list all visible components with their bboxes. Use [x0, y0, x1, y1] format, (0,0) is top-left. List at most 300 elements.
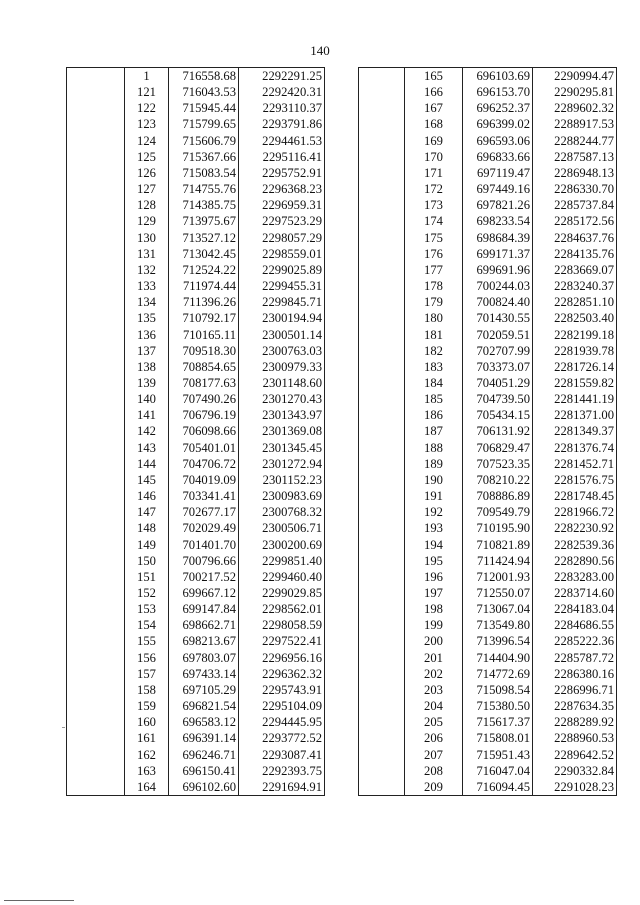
y-coordinate-cell: 2286948.13: [533, 165, 617, 181]
x-coordinate-cell: 698662.71: [169, 617, 239, 633]
x-coordinate-cell: 700824.40: [463, 294, 533, 310]
table-row: [67, 763, 325, 779]
table-row: [359, 423, 617, 439]
x-coordinate-cell: 704019.09: [169, 472, 239, 488]
table-row: [359, 116, 617, 132]
table-row: [359, 213, 617, 229]
blank-cell: [359, 747, 405, 763]
table-row: [359, 294, 617, 310]
table-row: [359, 440, 617, 456]
blank-cell: [359, 197, 405, 213]
blank-cell: [67, 472, 125, 488]
table-row: [359, 666, 617, 682]
x-coordinate-cell: 715951.43: [463, 747, 533, 763]
blank-cell: [359, 585, 405, 601]
x-coordinate-cell: 702059.51: [463, 327, 533, 343]
x-coordinate-cell: 713042.45: [169, 246, 239, 262]
x-coordinate-cell: 714772.69: [463, 666, 533, 682]
table-row: [67, 714, 325, 730]
page-number: 140: [310, 43, 330, 58]
point-number-cell: 125: [125, 149, 169, 165]
blank-cell: [67, 698, 125, 714]
blank-cell: [359, 553, 405, 569]
table-row: [67, 294, 325, 310]
y-coordinate-cell: 2283714.60: [533, 585, 617, 601]
x-coordinate-cell: 696153.70: [463, 84, 533, 100]
y-coordinate-cell: 2299455.31: [239, 278, 325, 294]
blank-cell: [359, 343, 405, 359]
y-coordinate-cell: 2287587.13: [533, 149, 617, 165]
y-coordinate-cell: 2281726.14: [533, 359, 617, 375]
blank-cell: [359, 278, 405, 294]
y-coordinate-cell: 2290295.81: [533, 84, 617, 100]
point-number-cell: 158: [125, 682, 169, 698]
point-number-cell: 206: [405, 730, 463, 746]
scan-artifact: [62, 727, 65, 728]
blank-cell: [359, 262, 405, 278]
y-coordinate-cell: 2288289.92: [533, 714, 617, 730]
blank-cell: [67, 553, 125, 569]
point-number-cell: 151: [125, 569, 169, 585]
x-coordinate-cell: 716047.04: [463, 763, 533, 779]
y-coordinate-cell: 2301270.43: [239, 391, 325, 407]
point-number-cell: 150: [125, 553, 169, 569]
table-row: [67, 585, 325, 601]
blank-cell: [359, 763, 405, 779]
coordinate-table-right: [358, 67, 617, 796]
table-row: [359, 359, 617, 375]
blank-cell: [67, 165, 125, 181]
y-coordinate-cell: 2293772.52: [239, 730, 325, 746]
table-row: [359, 278, 617, 294]
y-coordinate-cell: 2296368.23: [239, 181, 325, 197]
point-number-cell: 154: [125, 617, 169, 633]
point-number-cell: 186: [405, 407, 463, 423]
y-coordinate-cell: 2285787.72: [533, 650, 617, 666]
table-row: [67, 488, 325, 504]
point-number-cell: 130: [125, 230, 169, 246]
y-coordinate-cell: 2288917.53: [533, 116, 617, 132]
blank-cell: [359, 149, 405, 165]
x-coordinate-cell: 700217.52: [169, 569, 239, 585]
y-coordinate-cell: 2290994.47: [533, 68, 617, 85]
x-coordinate-cell: 702707.99: [463, 343, 533, 359]
point-number-cell: 161: [125, 730, 169, 746]
blank-cell: [67, 391, 125, 407]
y-coordinate-cell: 2281939.78: [533, 343, 617, 359]
x-coordinate-cell: 711396.26: [169, 294, 239, 310]
y-coordinate-cell: 2286380.16: [533, 666, 617, 682]
x-coordinate-cell: 696391.14: [169, 730, 239, 746]
x-coordinate-cell: 708886.89: [463, 488, 533, 504]
x-coordinate-cell: 696252.37: [463, 100, 533, 116]
point-number-cell: 178: [405, 278, 463, 294]
y-coordinate-cell: 2294445.95: [239, 714, 325, 730]
table-row: [67, 440, 325, 456]
point-number-cell: 140: [125, 391, 169, 407]
x-coordinate-cell: 697105.29: [169, 682, 239, 698]
table-row: [359, 84, 617, 100]
x-coordinate-cell: 704706.72: [169, 456, 239, 472]
point-number-cell: 193: [405, 520, 463, 536]
point-number-cell: 159: [125, 698, 169, 714]
point-number-cell: 128: [125, 197, 169, 213]
table-row: [67, 213, 325, 229]
blank-cell: [67, 310, 125, 326]
table-row: [67, 310, 325, 326]
y-coordinate-cell: 2300506.71: [239, 520, 325, 536]
blank-cell: [67, 230, 125, 246]
point-number-cell: 201: [405, 650, 463, 666]
table-row: [67, 666, 325, 682]
x-coordinate-cell: 712524.22: [169, 262, 239, 278]
y-coordinate-cell: 2286330.70: [533, 181, 617, 197]
x-coordinate-cell: 713996.54: [463, 633, 533, 649]
blank-cell: [67, 423, 125, 439]
point-number-cell: 144: [125, 456, 169, 472]
x-coordinate-cell: 714755.76: [169, 181, 239, 197]
blank-cell: [359, 116, 405, 132]
blank-cell: [359, 213, 405, 229]
x-coordinate-cell: 700244.03: [463, 278, 533, 294]
table-row: [67, 569, 325, 585]
y-coordinate-cell: 2293791.86: [239, 116, 325, 132]
point-number-cell: 175: [405, 230, 463, 246]
point-number-cell: 123: [125, 116, 169, 132]
table-row: [67, 747, 325, 763]
x-coordinate-cell: 710195.90: [463, 520, 533, 536]
y-coordinate-cell: 2298562.01: [239, 601, 325, 617]
y-coordinate-cell: 2282851.10: [533, 294, 617, 310]
blank-cell: [359, 472, 405, 488]
x-coordinate-cell: 707490.26: [169, 391, 239, 407]
blank-cell: [67, 246, 125, 262]
point-number-cell: 145: [125, 472, 169, 488]
point-number-cell: 1: [125, 68, 169, 85]
table-row: [67, 262, 325, 278]
table-row: [359, 633, 617, 649]
table-row: [359, 569, 617, 585]
x-coordinate-cell: 697821.26: [463, 197, 533, 213]
blank-cell: [359, 359, 405, 375]
x-coordinate-cell: 700796.66: [169, 553, 239, 569]
x-coordinate-cell: 715799.65: [169, 116, 239, 132]
blank-cell: [359, 537, 405, 553]
table-row: [67, 68, 325, 85]
y-coordinate-cell: 2295116.41: [239, 149, 325, 165]
y-coordinate-cell: 2288960.53: [533, 730, 617, 746]
y-coordinate-cell: 2300200.69: [239, 537, 325, 553]
y-coordinate-cell: 2300979.33: [239, 359, 325, 375]
table-row: [359, 537, 617, 553]
point-number-cell: 142: [125, 423, 169, 439]
x-coordinate-cell: 712001.93: [463, 569, 533, 585]
blank-cell: [67, 100, 125, 116]
y-coordinate-cell: 2291694.91: [239, 779, 325, 796]
point-number-cell: 177: [405, 262, 463, 278]
blank-cell: [67, 213, 125, 229]
y-coordinate-cell: 2281748.45: [533, 488, 617, 504]
x-coordinate-cell: 701430.55: [463, 310, 533, 326]
point-number-cell: 137: [125, 343, 169, 359]
table-row: [67, 553, 325, 569]
blank-cell: [67, 343, 125, 359]
table-row: [67, 359, 325, 375]
table-row: [359, 553, 617, 569]
y-coordinate-cell: 2294461.53: [239, 133, 325, 149]
table-row: [67, 230, 325, 246]
blank-cell: [67, 84, 125, 100]
y-coordinate-cell: 2287634.35: [533, 698, 617, 714]
point-number-cell: 165: [405, 68, 463, 85]
x-coordinate-cell: 699667.12: [169, 585, 239, 601]
point-number-cell: 198: [405, 601, 463, 617]
y-coordinate-cell: 2290332.84: [533, 763, 617, 779]
y-coordinate-cell: 2298057.29: [239, 230, 325, 246]
y-coordinate-cell: 2292291.25: [239, 68, 325, 85]
x-coordinate-cell: 714385.75: [169, 197, 239, 213]
y-coordinate-cell: 2297523.29: [239, 213, 325, 229]
x-coordinate-cell: 716043.53: [169, 84, 239, 100]
table-row: [67, 149, 325, 165]
y-coordinate-cell: 2297522.41: [239, 633, 325, 649]
y-coordinate-cell: 2281576.75: [533, 472, 617, 488]
y-coordinate-cell: 2295743.91: [239, 682, 325, 698]
x-coordinate-cell: 715098.54: [463, 682, 533, 698]
y-coordinate-cell: 2281349.37: [533, 423, 617, 439]
x-coordinate-cell: 701401.70: [169, 537, 239, 553]
blank-cell: [359, 456, 405, 472]
point-number-cell: 127: [125, 181, 169, 197]
table-row: [67, 617, 325, 633]
point-number-cell: 143: [125, 440, 169, 456]
y-coordinate-cell: 2301343.97: [239, 407, 325, 423]
y-coordinate-cell: 2283669.07: [533, 262, 617, 278]
x-coordinate-cell: 712550.07: [463, 585, 533, 601]
point-number-cell: 194: [405, 537, 463, 553]
y-coordinate-cell: 2281441.19: [533, 391, 617, 407]
x-coordinate-cell: 698684.39: [463, 230, 533, 246]
table-row: [359, 181, 617, 197]
blank-cell: [67, 456, 125, 472]
x-coordinate-cell: 698213.67: [169, 633, 239, 649]
point-number-cell: 155: [125, 633, 169, 649]
x-coordinate-cell: 696399.02: [463, 116, 533, 132]
x-coordinate-cell: 696833.66: [463, 149, 533, 165]
x-coordinate-cell: 715367.66: [169, 149, 239, 165]
table-row: [359, 310, 617, 326]
table-row: [67, 407, 325, 423]
point-number-cell: 133: [125, 278, 169, 294]
point-number-cell: 181: [405, 327, 463, 343]
blank-cell: [359, 423, 405, 439]
point-number-cell: 160: [125, 714, 169, 730]
table-row: [67, 650, 325, 666]
y-coordinate-cell: 2284637.76: [533, 230, 617, 246]
point-number-cell: 124: [125, 133, 169, 149]
table-row: [359, 68, 617, 85]
blank-cell: [67, 278, 125, 294]
point-number-cell: 168: [405, 116, 463, 132]
blank-cell: [67, 294, 125, 310]
table-row: [359, 391, 617, 407]
blank-cell: [359, 133, 405, 149]
blank-cell: [67, 440, 125, 456]
x-coordinate-cell: 704739.50: [463, 391, 533, 407]
y-coordinate-cell: 2300763.03: [239, 343, 325, 359]
coordinate-table-left: [66, 67, 325, 796]
x-coordinate-cell: 711974.44: [169, 278, 239, 294]
y-coordinate-cell: 2295104.09: [239, 698, 325, 714]
table-row: [359, 617, 617, 633]
y-coordinate-cell: 2282539.36: [533, 537, 617, 553]
y-coordinate-cell: 2301272.94: [239, 456, 325, 472]
point-number-cell: 202: [405, 666, 463, 682]
blank-cell: [67, 585, 125, 601]
point-number-cell: 187: [405, 423, 463, 439]
point-number-cell: 122: [125, 100, 169, 116]
point-number-cell: 196: [405, 569, 463, 585]
point-number-cell: 191: [405, 488, 463, 504]
blank-cell: [67, 682, 125, 698]
table-row: [67, 165, 325, 181]
point-number-cell: 176: [405, 246, 463, 262]
point-number-cell: 163: [125, 763, 169, 779]
blank-cell: [359, 617, 405, 633]
x-coordinate-cell: 715617.37: [463, 714, 533, 730]
table-row: [67, 197, 325, 213]
bottom-rule: [4, 900, 74, 901]
y-coordinate-cell: 2299851.40: [239, 553, 325, 569]
x-coordinate-cell: 714404.90: [463, 650, 533, 666]
table-row: [359, 407, 617, 423]
blank-cell: [67, 149, 125, 165]
y-coordinate-cell: 2285172.56: [533, 213, 617, 229]
y-coordinate-cell: 2285737.84: [533, 197, 617, 213]
table-row: [67, 520, 325, 536]
table-row: [359, 375, 617, 391]
y-coordinate-cell: 2295752.91: [239, 165, 325, 181]
x-coordinate-cell: 710792.17: [169, 310, 239, 326]
y-coordinate-cell: 2300501.14: [239, 327, 325, 343]
table-row: [359, 262, 617, 278]
point-number-cell: 126: [125, 165, 169, 181]
blank-cell: [359, 633, 405, 649]
blank-cell: [67, 116, 125, 132]
point-number-cell: 167: [405, 100, 463, 116]
blank-cell: [359, 165, 405, 181]
y-coordinate-cell: 2282890.56: [533, 553, 617, 569]
point-number-cell: 153: [125, 601, 169, 617]
blank-cell: [359, 682, 405, 698]
table-row: [67, 116, 325, 132]
x-coordinate-cell: 707523.35: [463, 456, 533, 472]
table-row: [359, 246, 617, 262]
x-coordinate-cell: 697119.47: [463, 165, 533, 181]
blank-cell: [67, 197, 125, 213]
blank-cell: [359, 310, 405, 326]
table-row: [359, 149, 617, 165]
y-coordinate-cell: 2301148.60: [239, 375, 325, 391]
blank-cell: [67, 730, 125, 746]
y-coordinate-cell: 2300194.94: [239, 310, 325, 326]
point-number-cell: 129: [125, 213, 169, 229]
x-coordinate-cell: 697803.07: [169, 650, 239, 666]
blank-cell: [359, 569, 405, 585]
x-coordinate-cell: 710165.11: [169, 327, 239, 343]
point-number-cell: 192: [405, 504, 463, 520]
y-coordinate-cell: 2296959.31: [239, 197, 325, 213]
x-coordinate-cell: 702029.49: [169, 520, 239, 536]
y-coordinate-cell: 2286996.71: [533, 682, 617, 698]
point-number-cell: 152: [125, 585, 169, 601]
table-row: [359, 763, 617, 779]
x-coordinate-cell: 704051.29: [463, 375, 533, 391]
x-coordinate-cell: 713975.67: [169, 213, 239, 229]
y-coordinate-cell: 2282503.40: [533, 310, 617, 326]
y-coordinate-cell: 2281371.00: [533, 407, 617, 423]
y-coordinate-cell: 2281376.74: [533, 440, 617, 456]
y-coordinate-cell: 2299845.71: [239, 294, 325, 310]
blank-cell: [359, 730, 405, 746]
x-coordinate-cell: 699691.96: [463, 262, 533, 278]
blank-cell: [67, 133, 125, 149]
x-coordinate-cell: 699147.84: [169, 601, 239, 617]
table-row: [359, 327, 617, 343]
y-coordinate-cell: 2284686.55: [533, 617, 617, 633]
point-number-cell: 190: [405, 472, 463, 488]
table-row: [359, 197, 617, 213]
x-coordinate-cell: 696102.60: [169, 779, 239, 796]
blank-cell: [67, 68, 125, 85]
table-row: [359, 472, 617, 488]
x-coordinate-cell: 696583.12: [169, 714, 239, 730]
y-coordinate-cell: 2298058.59: [239, 617, 325, 633]
blank-cell: [359, 650, 405, 666]
blank-cell: [359, 488, 405, 504]
table-row: [359, 520, 617, 536]
point-number-cell: 170: [405, 149, 463, 165]
point-number-cell: 148: [125, 520, 169, 536]
point-number-cell: 136: [125, 327, 169, 343]
table-row: [67, 601, 325, 617]
blank-cell: [67, 537, 125, 553]
table-row: [67, 423, 325, 439]
point-number-cell: 180: [405, 310, 463, 326]
point-number-cell: 185: [405, 391, 463, 407]
table-row: [359, 343, 617, 359]
blank-cell: [67, 327, 125, 343]
y-coordinate-cell: 2293087.41: [239, 747, 325, 763]
point-number-cell: 138: [125, 359, 169, 375]
table-row: [359, 488, 617, 504]
y-coordinate-cell: 2292420.31: [239, 84, 325, 100]
point-number-cell: 156: [125, 650, 169, 666]
x-coordinate-cell: 716094.45: [463, 779, 533, 796]
point-number-cell: 207: [405, 747, 463, 763]
point-number-cell: 169: [405, 133, 463, 149]
blank-cell: [359, 230, 405, 246]
table-row: [67, 278, 325, 294]
y-coordinate-cell: 2283240.37: [533, 278, 617, 294]
point-number-cell: 182: [405, 343, 463, 359]
table-row: [359, 230, 617, 246]
x-coordinate-cell: 708177.63: [169, 375, 239, 391]
x-coordinate-cell: 702677.17: [169, 504, 239, 520]
table-row: [359, 650, 617, 666]
blank-cell: [67, 666, 125, 682]
x-coordinate-cell: 697433.14: [169, 666, 239, 682]
